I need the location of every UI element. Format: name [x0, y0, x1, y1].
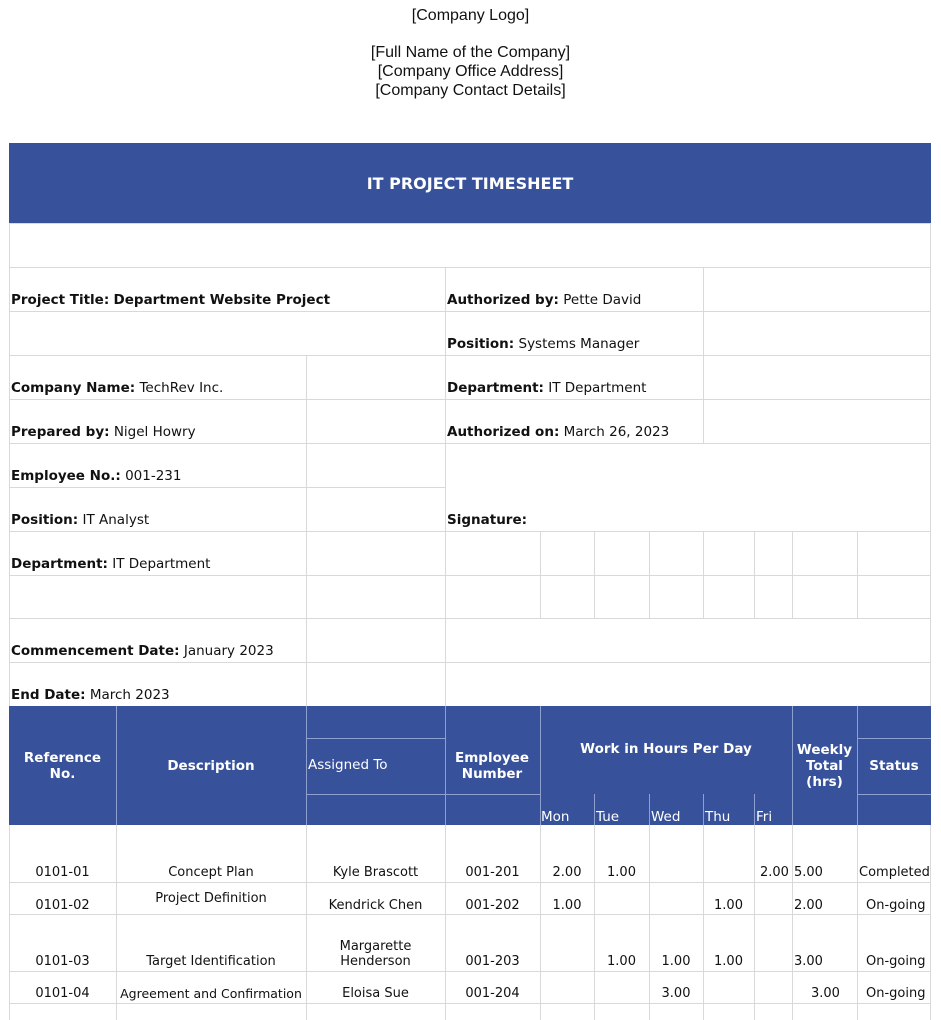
cell-wed: 3.00: [661, 986, 691, 1001]
authorized-by-field: [447, 292, 641, 308]
timesheet-title: IT PROJECT TIMESHEET: [9, 143, 931, 223]
grid-line: [792, 531, 793, 618]
grid-line: [540, 531, 541, 618]
grid-line: [9, 267, 931, 268]
employee-no-value: 001-231: [125, 468, 182, 484]
grid-line: [594, 825, 595, 1020]
grid-line: [9, 399, 931, 400]
cell-thu: 1.00: [714, 898, 743, 913]
grid-line: [703, 267, 704, 443]
prepared-by-value: Nigel Howry: [113, 424, 196, 440]
prepared-by-label: Prepared by:: [11, 424, 110, 440]
authorized-by-value: Pette David: [563, 292, 642, 308]
cell-status: Completed: [859, 865, 930, 880]
grid-line: [649, 531, 650, 618]
cell-mon: 2.00: [552, 865, 582, 880]
project-title-label: Project Title:: [11, 292, 110, 308]
company-name-field: [11, 380, 223, 396]
cell-assigned-to: Eloisa Sue: [342, 986, 409, 1001]
commencement-date-value: January 2023: [183, 643, 274, 659]
company-info: [0, 43, 941, 100]
cell-reference: 0101-01: [35, 865, 90, 880]
grid-line: [9, 355, 931, 356]
grid-line: [857, 825, 858, 1020]
cell-wed: 1.00: [661, 954, 691, 969]
commencement-date-label: Commencement Date:: [11, 643, 180, 659]
cell-employee-number: 001-201: [465, 865, 520, 880]
commencement-date-field: [11, 643, 274, 659]
cell-fri: 2.00: [760, 865, 789, 880]
company-logo-placeholder: [Company Logo]: [411, 7, 530, 24]
authorized-on-value: March 26, 2023: [563, 424, 670, 440]
grid-line: [9, 223, 931, 224]
cell-employee-number: 001-203: [465, 954, 520, 969]
header-divider: [306, 706, 307, 825]
grid-line: [9, 443, 931, 444]
header-description: Description: [167, 757, 255, 774]
header-status: Status: [869, 758, 919, 774]
grid-line: [703, 825, 704, 1020]
signature-label: Signature:: [447, 512, 528, 528]
grid-line: [306, 355, 307, 706]
grid-line: [9, 223, 10, 706]
cell-weekly-total: 3.00: [811, 986, 840, 1001]
cell-mon: 1.00: [552, 898, 582, 913]
position-label: Position:: [11, 512, 79, 528]
header-divider: [649, 794, 650, 825]
department-field: [11, 556, 210, 572]
cell-weekly-total: 5.00: [794, 865, 823, 880]
cell-assigned-to: Margarette Henderson: [339, 939, 412, 969]
employee-no-label: Employee No.:: [11, 468, 121, 484]
cell-tue: 1.00: [607, 954, 636, 969]
signature-field: [447, 512, 527, 528]
company-name-value: TechRev Inc.: [139, 380, 224, 396]
timesheet: [9, 143, 931, 1020]
header-divider: [754, 794, 755, 825]
grid-line: [792, 825, 793, 1020]
company-name-label: Company Name:: [11, 380, 136, 396]
position-field: [11, 512, 149, 528]
header-divider: [703, 794, 704, 825]
employee-no-field: [11, 468, 181, 484]
authorized-by-label: Authorized by:: [447, 292, 559, 308]
header-assigned-to: Assigned To: [308, 757, 388, 773]
grid-line: [703, 531, 704, 618]
auth-department-field: [447, 380, 646, 396]
cell-status: On-going: [866, 986, 926, 1001]
company-contact: [Company Contact Details]: [375, 82, 566, 99]
cell-reference: 0101-02: [35, 898, 90, 913]
cell-description: Project Definition: [155, 891, 267, 906]
cell-reference: 0101-04: [35, 986, 90, 1001]
department-label: Department:: [11, 556, 108, 572]
cell-thu: 1.00: [714, 954, 743, 969]
cell-employee-number: 001-204: [465, 986, 520, 1001]
header-divider: [445, 706, 446, 825]
header-work-hours: Work in Hours Per Day: [580, 741, 752, 757]
header-divider: [594, 794, 595, 825]
cell-description: Target Identification: [146, 954, 276, 969]
auth-position-value: Systems Manager: [518, 336, 640, 352]
cell-weekly-total: 2.00: [794, 898, 823, 913]
grid-line: [857, 531, 858, 618]
cell-assigned-to: Kendrick Chen: [328, 898, 423, 913]
header-day-mon: Mon: [541, 809, 570, 825]
grid-line: [9, 618, 931, 619]
grid-line: [594, 531, 595, 618]
cell-tue: 1.00: [607, 865, 636, 880]
authorized-on-field: [447, 424, 669, 440]
cell-description: Concept Plan: [168, 865, 254, 880]
header-divider: [540, 706, 541, 825]
cell-status: On-going: [866, 898, 926, 913]
auth-department-value: IT Department: [548, 380, 647, 396]
header-divider: [306, 738, 445, 739]
grid-line: [754, 531, 755, 618]
header-day-wed: Wed: [651, 809, 681, 825]
company-full-name: [Full Name of the Company]: [370, 44, 571, 61]
header-day-thu: Thu: [705, 809, 731, 825]
auth-position-field: [447, 336, 639, 352]
header-day-tue: Tue: [596, 809, 620, 825]
company-address: [Company Office Address]: [377, 63, 564, 80]
grid-line: [754, 825, 755, 1020]
header-reference-no: Reference No.: [23, 749, 102, 782]
cell-assigned-to: Kyle Brascott: [332, 865, 419, 880]
project-title-value: Department Website Project: [113, 292, 331, 308]
auth-department-label: Department:: [447, 380, 544, 396]
cell-status: On-going: [866, 954, 926, 969]
header-employee-number: Employee Number: [455, 750, 529, 782]
position-value: IT Analyst: [82, 512, 150, 528]
header-divider: [792, 706, 793, 825]
department-value: IT Department: [112, 556, 211, 572]
header-weekly-total: Weekly Total (hrs): [796, 742, 853, 790]
end-date-field: [11, 687, 170, 703]
project-title-field: [11, 292, 330, 308]
authorized-on-label: Authorized on:: [447, 424, 560, 440]
header-divider: [306, 794, 540, 795]
auth-position-label: Position:: [447, 336, 515, 352]
grid-line: [9, 662, 931, 663]
end-date-value: March 2023: [89, 687, 170, 703]
grid-line: [930, 223, 931, 1020]
grid-line: [540, 825, 541, 1020]
grid-line: [9, 311, 931, 312]
grid-line: [445, 267, 446, 706]
cell-reference: 0101-03: [35, 954, 90, 969]
grid-line: [9, 487, 445, 488]
cell-description: Agreement and Confirmation: [120, 986, 302, 1001]
end-date-label: End Date:: [11, 687, 86, 703]
cell-employee-number: 001-202: [465, 898, 520, 913]
cell-weekly-total: 3.00: [794, 954, 823, 969]
header-divider: [857, 794, 931, 795]
prepared-by-field: [11, 424, 196, 440]
header-day-fri: Fri: [756, 809, 773, 825]
